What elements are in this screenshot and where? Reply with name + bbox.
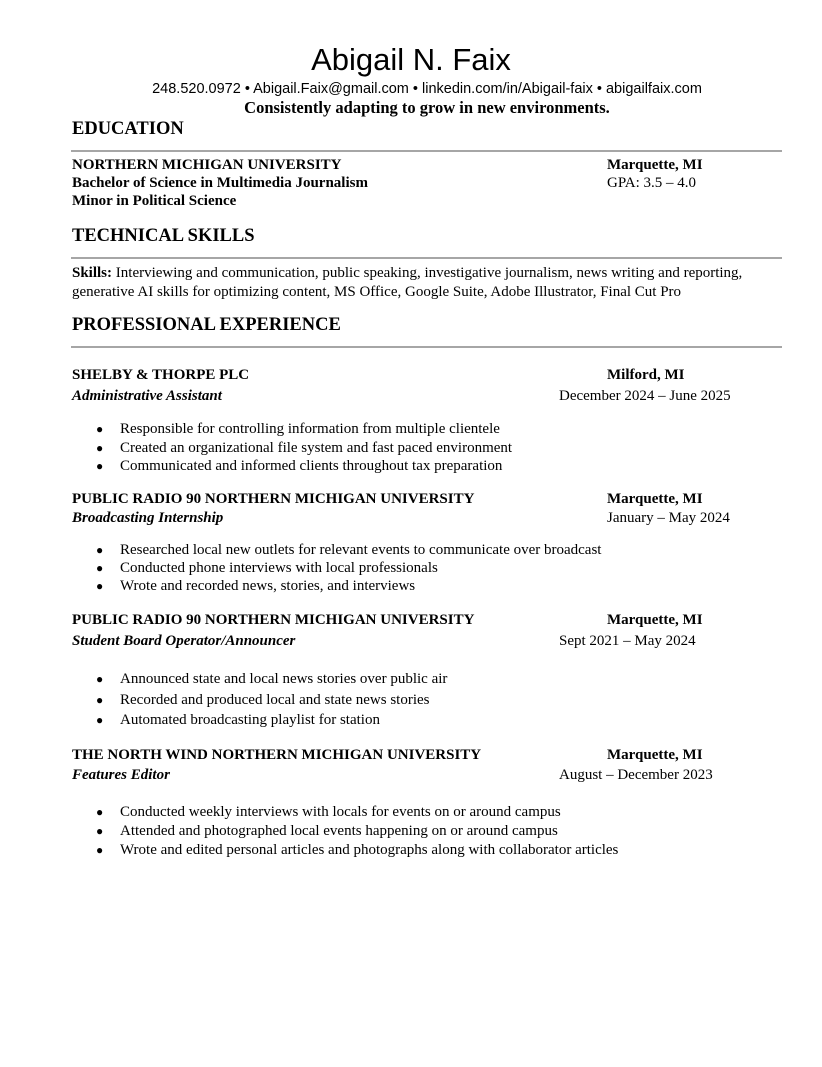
gpa: GPA: 3.5 – 4.0 [607,175,697,191]
bullet-text: Researched local new outlets for relevant events to communicate over broadcast [120,542,602,558]
bullet-icon: ● [96,459,104,473]
bullet-text: Wrote and edited personal articles and photographs along with collaborator articles [120,842,619,858]
bullet-icon: ● [96,713,104,727]
section-heading-skills: TECHNICAL SKILLS [72,226,255,246]
job-dates: August – December 2023 [559,767,713,783]
bullet-icon: ● [96,422,104,436]
job-location: Marquette, MI [607,747,703,763]
list-item [94,690,447,711]
job-bullet-list [94,420,512,476]
list-item [94,710,447,731]
job-bullet-list [94,669,447,731]
job-organization: SHELBY & THORPE PLC [72,367,250,383]
bullet-icon: ● [96,579,104,593]
job-organization: THE NORTH WIND NORTHERN MICHIGAN UNIVERSITY [72,747,482,763]
job-bullet-list [94,541,601,595]
bullet-text: Conducted weekly interviews with locals for events on or around campus [120,804,561,820]
bullet-text: Recorded and produced local and state news stories [120,691,430,708]
bullet-icon: ● [96,440,104,455]
job-title: Student Board Operator/Announcer [72,633,296,649]
minor: Minor in Political Science [72,193,237,209]
list-item [94,541,601,559]
job-location: Marquette, MI [607,491,703,507]
bullet-text: Created an organizational file system and fast paced environment [120,439,513,456]
school-location: Marquette, MI [607,157,703,173]
section-divider [71,257,782,259]
contact-line: 248.520.0972 • Abigail.Faix@gmail.com • linkedin.com/in/Abigail-faix • abigailfaix.com [152,81,702,97]
bullet-icon: ● [96,692,104,707]
bullet-text: Responsible for controlling information from multiple clientele [120,421,500,437]
job-location: Marquette, MI [607,612,703,628]
list-item [94,420,512,439]
candidate-name: Abigail N. Faix [311,42,511,77]
tagline: Consistently adapting to grow in new environments. [244,98,610,117]
list-item [94,559,601,577]
job-location: Milford, MI [607,367,685,383]
job-dates: Sept 2021 – May 2024 [559,633,696,649]
list-item [94,822,618,841]
bullet-text: Wrote and recorded news, stories, and interviews [120,578,416,594]
job-title: Features Editor [72,767,170,783]
bullet-icon: ● [96,805,104,819]
list-item [94,803,618,822]
job-dates: December 2024 – June 2025 [559,388,731,404]
bullet-text: Announced state and local news stories over public air [120,671,448,687]
list-item [94,439,512,458]
skills-label: Skills: [72,265,113,281]
section-heading-education: EDUCATION [72,119,184,139]
job-title: Broadcasting Internship [72,510,224,526]
bullet-icon: ● [96,543,104,557]
section-divider [71,150,782,152]
bullet-icon: ● [96,843,104,857]
job-title: Administrative Assistant [72,388,222,404]
list-item [94,841,618,860]
school-name: NORTHERN MICHIGAN UNIVERSITY [72,157,342,173]
bullet-text: Conducted phone interviews with local professionals [120,560,438,576]
bullet-icon: ● [96,561,104,575]
bullet-icon: ● [96,672,104,686]
section-heading-experience: PROFESSIONAL EXPERIENCE [72,315,341,335]
bullet-text: Automated broadcasting playlist for station [120,712,380,728]
job-organization: PUBLIC RADIO 90 NORTHERN MICHIGAN UNIVERSITY [72,491,475,507]
bullet-text: Communicated and informed clients throughout tax preparation [120,458,503,474]
job-bullet-list [94,803,618,860]
list-item [94,457,512,476]
skills-paragraph [72,264,782,302]
job-organization: PUBLIC RADIO 90 NORTHERN MICHIGAN UNIVERSITY [72,612,475,628]
skills-text: Interviewing and communication, public speaking, investigative journalism, news writing and reporting, generative AI skills for optimizing content, MS Office, Google Suite, Adobe Illustrator, Final Cut Pro [72,265,743,300]
list-item [94,669,447,690]
bullet-icon: ● [96,824,104,838]
section-divider [71,346,782,348]
job-dates: January – May 2024 [607,510,730,526]
bullet-text: Attended and photographed local events happening on or around campus [120,823,558,839]
degree: Bachelor of Science in Multimedia Journalism [72,175,368,191]
list-item [94,577,601,595]
